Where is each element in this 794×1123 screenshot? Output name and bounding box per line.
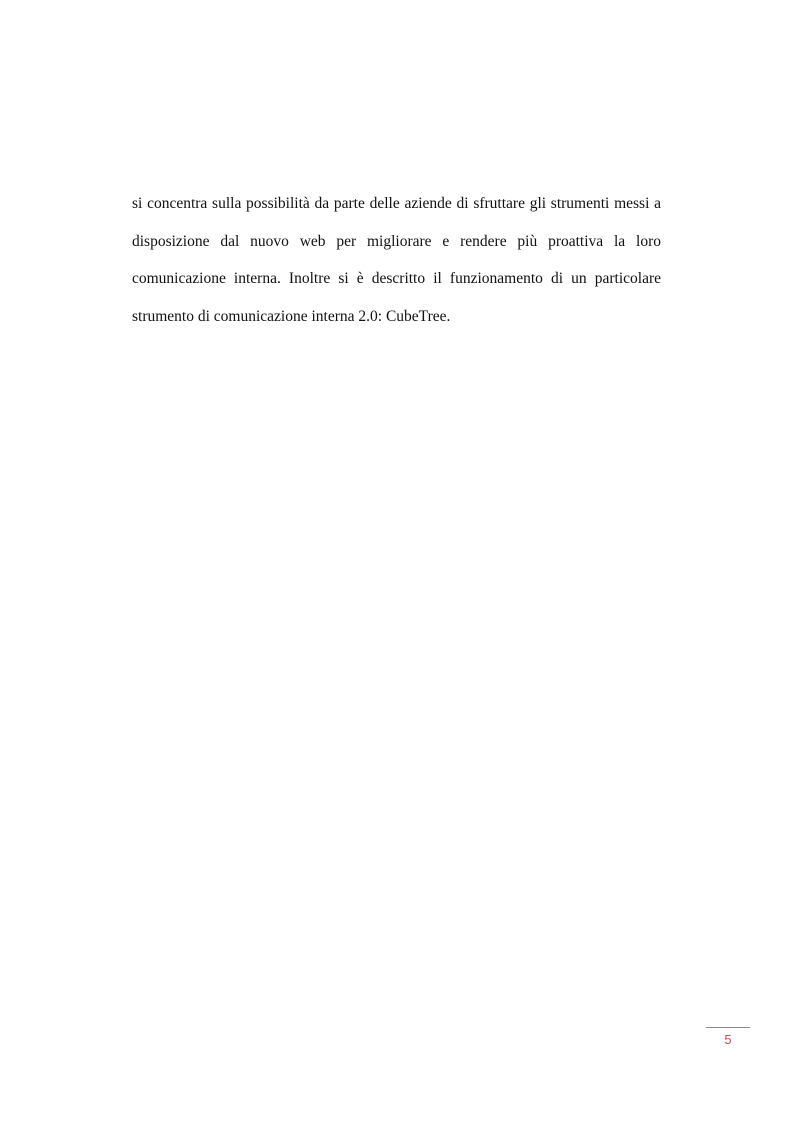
page-number: 5	[724, 1032, 732, 1047]
body-paragraph: si concentra sulla possibilità da parte delle aziende di sfruttare gli strumenti messi a disposizione dal nuovo web per migliorare e rendere più proattiva la loro comunicazione interna. Inoltre si è descritto il funzionamento di un particolare strumento di comunicazione interna 2.0: CubeTree.	[132, 195, 661, 325]
footer-divider	[706, 1027, 750, 1028]
